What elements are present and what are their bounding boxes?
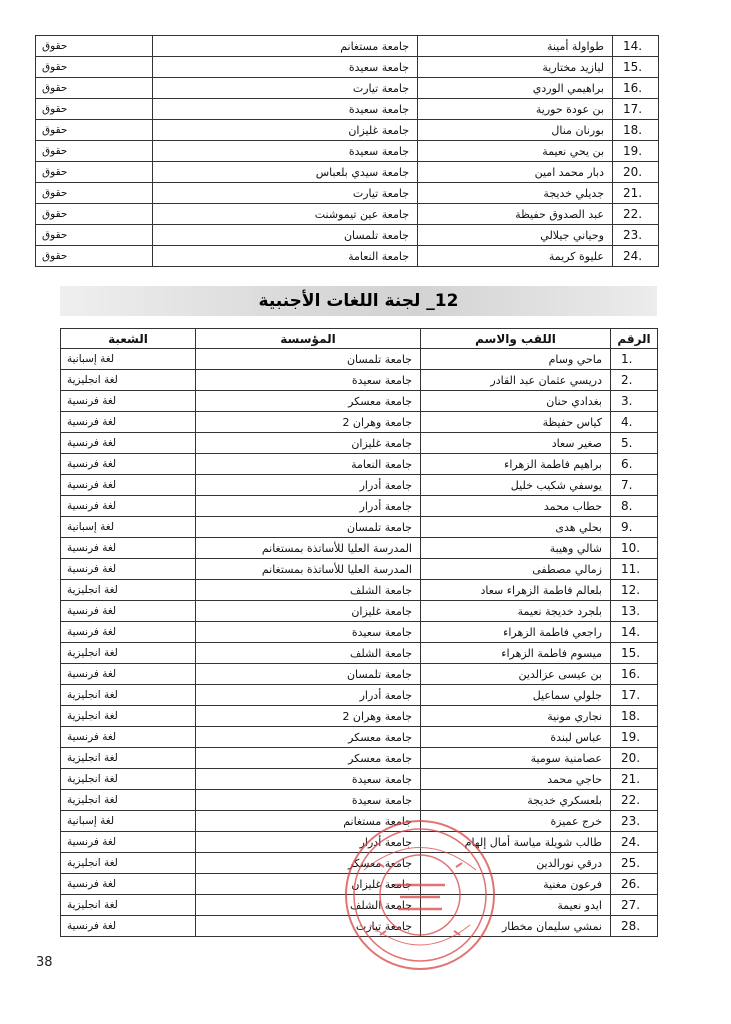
number-cell: 19. xyxy=(611,727,658,748)
number-cell: 2. xyxy=(611,370,658,391)
specialty-cell: لغة فرنسية xyxy=(61,916,196,937)
name-cell: كياس حفيظة xyxy=(421,412,611,433)
official-stamp-icon xyxy=(340,815,500,975)
institution-cell: جامعة سيدي بلعباس xyxy=(153,162,418,183)
institution-cell: جامعة وهران 2 xyxy=(196,706,421,727)
institution-cell: جامعة معسكر xyxy=(196,748,421,769)
table-row xyxy=(36,36,659,57)
table-row xyxy=(36,99,659,120)
name-cell: جلولي سماعيل xyxy=(421,685,611,706)
institution-cell: جامعة غليزان xyxy=(153,120,418,141)
number-cell: 22. xyxy=(611,790,658,811)
institution-cell: جامعة الشلف xyxy=(196,580,421,601)
table-row xyxy=(61,454,658,475)
institution-cell: جامعة وهران 2 xyxy=(196,412,421,433)
specialty-cell: لغة فرنسية xyxy=(61,391,196,412)
table-row xyxy=(36,78,659,99)
table-row xyxy=(36,225,659,246)
number-cell: 14. xyxy=(613,36,659,57)
specialty-cell: حقوق xyxy=(36,36,153,57)
name-cell: بلجرد خديجة نعيمة xyxy=(421,601,611,622)
specialty-cell: لغة فرنسية xyxy=(61,601,196,622)
specialty-cell: لغة إسبانية xyxy=(61,811,196,832)
name-cell: بلعسكري خديجة xyxy=(421,790,611,811)
number-cell: 5. xyxy=(611,433,658,454)
table-row xyxy=(61,370,658,391)
specialty-cell: لغة انجليزية xyxy=(61,748,196,769)
specialty-cell: لغة انجليزية xyxy=(61,853,196,874)
name-cell: دبار محمد امين xyxy=(418,162,613,183)
table-row xyxy=(61,538,658,559)
table-row xyxy=(36,204,659,225)
section-title: 12_ لجنة اللغات الأجنبية xyxy=(258,291,459,311)
name-cell: نجاري مونية xyxy=(421,706,611,727)
table-row xyxy=(36,162,659,183)
table-row xyxy=(36,183,659,204)
table-row xyxy=(36,57,659,78)
table-row xyxy=(61,391,658,412)
table-row xyxy=(61,643,658,664)
specialty-cell: لغة فرنسية xyxy=(61,664,196,685)
institution-cell: جامعة تيارت xyxy=(196,916,421,937)
number-cell: 15. xyxy=(613,57,659,78)
institution-cell: جامعة عين تيموشنت xyxy=(153,204,418,225)
specialty-cell: لغة انجليزية xyxy=(61,706,196,727)
name-cell: طالب شويلة مياسة أمال إلهام xyxy=(421,832,611,853)
name-cell: حاجي محمد xyxy=(421,769,611,790)
table-row xyxy=(61,790,658,811)
institution-cell: جامعة أدرار xyxy=(196,475,421,496)
table-row xyxy=(36,246,659,267)
institution-cell: المدرسة العليا للأساتذة بمستغانم xyxy=(196,559,421,580)
table-row xyxy=(36,120,659,141)
specialty-cell: حقوق xyxy=(36,183,153,204)
name-cell: عصامنية سومية xyxy=(421,748,611,769)
table-row xyxy=(61,769,658,790)
number-cell: 18. xyxy=(613,120,659,141)
institution-cell: جامعة غليزان xyxy=(196,601,421,622)
institution-cell: جامعة تلمسان xyxy=(196,349,421,370)
name-cell: عليوة كريمة xyxy=(418,246,613,267)
number-cell: 16. xyxy=(611,664,658,685)
table-row xyxy=(61,559,658,580)
name-cell: درقي نورالدين xyxy=(421,853,611,874)
number-cell: 15. xyxy=(611,643,658,664)
name-cell: وحياني جيلالي xyxy=(418,225,613,246)
number-cell: 21. xyxy=(611,769,658,790)
specialty-cell: لغة فرنسية xyxy=(61,538,196,559)
number-cell: 13. xyxy=(611,601,658,622)
specialty-cell: لغة انجليزية xyxy=(61,643,196,664)
specialty-cell: لغة فرنسية xyxy=(61,412,196,433)
specialty-cell: لغة فرنسية xyxy=(61,454,196,475)
number-cell: 27. xyxy=(611,895,658,916)
number-cell: 4. xyxy=(611,412,658,433)
institution-cell: جامعة سعيدة xyxy=(153,141,418,162)
number-cell: 23. xyxy=(611,811,658,832)
name-cell: عبد الصدوق حفيظة xyxy=(418,204,613,225)
institution-cell: جامعة تلمسان xyxy=(153,225,418,246)
institution-cell: جامعة غليزان xyxy=(196,874,421,895)
specialty-cell: لغة فرنسية xyxy=(61,496,196,517)
name-cell: زمالي مصطفى xyxy=(421,559,611,580)
table-row xyxy=(61,580,658,601)
institution-cell: جامعة الشلف xyxy=(196,895,421,916)
name-cell: بحلي هدى xyxy=(421,517,611,538)
specialty-cell: حقوق xyxy=(36,78,153,99)
specialty-cell: حقوق xyxy=(36,162,153,183)
name-cell: بلعالم فاطمة الزهراء سعاد xyxy=(421,580,611,601)
table-row xyxy=(61,496,658,517)
name-cell: بن عيسى عزالدين xyxy=(421,664,611,685)
name-cell: خرج عميزة xyxy=(421,811,611,832)
name-cell: بن عودة حورية xyxy=(418,99,613,120)
institution-cell: جامعة غليزان xyxy=(196,433,421,454)
number-cell: 22. xyxy=(613,204,659,225)
top-table-body xyxy=(36,36,659,267)
specialty-cell: لغة فرنسية xyxy=(61,727,196,748)
name-cell: ايدو نعيمة xyxy=(421,895,611,916)
institution-cell: جامعة أدرار xyxy=(196,496,421,517)
table-row xyxy=(61,412,658,433)
table-row xyxy=(61,727,658,748)
header-specialty: الشعبة xyxy=(61,329,196,349)
specialty-cell: حقوق xyxy=(36,57,153,78)
table-row xyxy=(61,664,658,685)
institution-cell: جامعة النعامة xyxy=(196,454,421,475)
specialty-cell: لغة فرنسية xyxy=(61,559,196,580)
number-cell: 17. xyxy=(611,685,658,706)
number-cell: 23. xyxy=(613,225,659,246)
institution-cell: جامعة أدرار xyxy=(196,832,421,853)
specialty-cell: حقوق xyxy=(36,141,153,162)
name-cell: نمشي سليمان مخطار xyxy=(421,916,611,937)
name-cell: بغدادي حنان xyxy=(421,391,611,412)
name-cell: براهيمي الوردي xyxy=(418,78,613,99)
specialty-cell: لغة فرنسية xyxy=(61,622,196,643)
name-cell: شالي وهيبة xyxy=(421,538,611,559)
name-cell: ليازيد مختارية xyxy=(418,57,613,78)
institution-cell: جامعة معسكر xyxy=(196,391,421,412)
number-cell: 14. xyxy=(611,622,658,643)
number-cell: 11. xyxy=(611,559,658,580)
number-cell: 7. xyxy=(611,475,658,496)
number-cell: 9. xyxy=(611,517,658,538)
number-cell: 24. xyxy=(613,246,659,267)
table-row xyxy=(61,517,658,538)
name-cell: حطاب محمد xyxy=(421,496,611,517)
number-cell: 20. xyxy=(611,748,658,769)
specialty-cell: حقوق xyxy=(36,204,153,225)
name-cell: جديلي خديجة xyxy=(418,183,613,204)
specialty-cell: حقوق xyxy=(36,225,153,246)
name-cell: براهيم فاطمة الزهراء xyxy=(421,454,611,475)
institution-cell: جامعة أدرار xyxy=(196,685,421,706)
institution-cell: جامعة مستغانم xyxy=(196,811,421,832)
table-row xyxy=(61,475,658,496)
institution-cell: جامعة سعيدة xyxy=(196,370,421,391)
specialty-cell: حقوق xyxy=(36,99,153,120)
table-row xyxy=(61,433,658,454)
table-row xyxy=(61,748,658,769)
table-row xyxy=(61,349,658,370)
number-cell: 17. xyxy=(613,99,659,120)
name-cell: عباس لبندة xyxy=(421,727,611,748)
name-cell: بن يحي نعيمة xyxy=(418,141,613,162)
name-cell: بورنان منال xyxy=(418,120,613,141)
name-cell: دريسي عثمان عبد القادر xyxy=(421,370,611,391)
specialty-cell: لغة انجليزية xyxy=(61,895,196,916)
institution-cell: جامعة معسكر xyxy=(196,727,421,748)
institution-cell: جامعة الشلف xyxy=(196,643,421,664)
institution-cell: جامعة سعيدة xyxy=(196,622,421,643)
institution-cell: جامعة سعيدة xyxy=(196,769,421,790)
specialty-cell: لغة انجليزية xyxy=(61,769,196,790)
institution-cell: جامعة النعامة xyxy=(153,246,418,267)
number-cell: 10. xyxy=(611,538,658,559)
name-cell: طواولة أمينة xyxy=(418,36,613,57)
institution-cell: جامعة تلمسان xyxy=(196,664,421,685)
specialty-cell: لغة انجليزية xyxy=(61,790,196,811)
specialty-cell: حقوق xyxy=(36,120,153,141)
number-cell: 28. xyxy=(611,916,658,937)
institution-cell: جامعة تيارت xyxy=(153,78,418,99)
number-cell: 18. xyxy=(611,706,658,727)
name-cell: ميسوم فاطمة الزهراء xyxy=(421,643,611,664)
institution-cell: جامعة مستغانم xyxy=(153,36,418,57)
table-row xyxy=(61,685,658,706)
number-cell: 19. xyxy=(613,141,659,162)
specialty-cell: لغة انجليزية xyxy=(61,370,196,391)
number-cell: 8. xyxy=(611,496,658,517)
institution-cell: جامعة سعيدة xyxy=(153,57,418,78)
number-cell: 25. xyxy=(611,853,658,874)
specialty-cell: لغة فرنسية xyxy=(61,874,196,895)
header-name: اللقب والاسم xyxy=(421,329,611,349)
specialty-cell: لغة إسبانية xyxy=(61,517,196,538)
specialty-cell: حقوق xyxy=(36,246,153,267)
name-cell: يوسفي شكيب خليل xyxy=(421,475,611,496)
page-number: 38 xyxy=(36,955,53,970)
specialty-cell: لغة فرنسية xyxy=(61,475,196,496)
institution-cell: جامعة سعيدة xyxy=(153,99,418,120)
number-cell: 6. xyxy=(611,454,658,475)
number-cell: 20. xyxy=(613,162,659,183)
number-cell: 16. xyxy=(613,78,659,99)
name-cell: صغير سعاد xyxy=(421,433,611,454)
name-cell: راجعي فاطمة الزهراء xyxy=(421,622,611,643)
specialty-cell: لغة فرنسية xyxy=(61,832,196,853)
institution-cell: جامعة تلمسان xyxy=(196,517,421,538)
table-row xyxy=(61,622,658,643)
institution-cell: جامعة تيارت xyxy=(153,183,418,204)
specialty-cell: لغة انجليزية xyxy=(61,580,196,601)
table-row xyxy=(61,706,658,727)
number-cell: 21. xyxy=(613,183,659,204)
specialty-cell: لغة فرنسية xyxy=(61,433,196,454)
institution-cell: المدرسة العليا للأساتذة بمستغانم xyxy=(196,538,421,559)
table-row xyxy=(61,601,658,622)
name-cell: فرعون مغنية xyxy=(421,874,611,895)
name-cell: ماحي وسام xyxy=(421,349,611,370)
number-cell: 1. xyxy=(611,349,658,370)
number-cell: 26. xyxy=(611,874,658,895)
specialty-cell: لغة إسبانية xyxy=(61,349,196,370)
number-cell: 24. xyxy=(611,832,658,853)
header-number: الرقم xyxy=(611,329,658,349)
header-row xyxy=(61,329,658,349)
top-table xyxy=(35,35,659,267)
number-cell: 12. xyxy=(611,580,658,601)
institution-cell: جامعة معسكر xyxy=(196,853,421,874)
header-institution: المؤسسة xyxy=(196,329,421,349)
table-row xyxy=(36,141,659,162)
specialty-cell: لغة انجليزية xyxy=(61,685,196,706)
number-cell: 3. xyxy=(611,391,658,412)
institution-cell: جامعة سعيدة xyxy=(196,790,421,811)
